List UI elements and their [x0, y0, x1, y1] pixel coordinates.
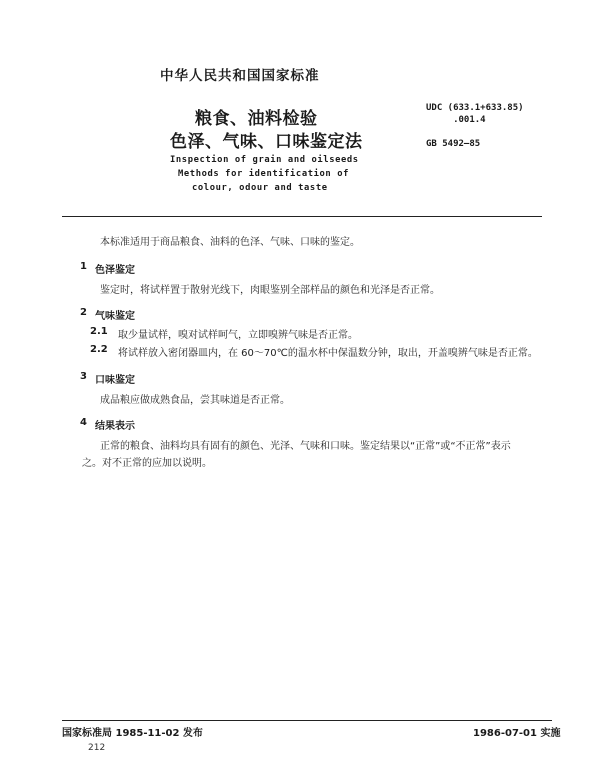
document-title-cn-line2: 色泽、气味、口味鉴定法	[170, 132, 363, 152]
document-title-en-line1: Inspection of grain and oilseeds	[170, 155, 359, 165]
gb-standard-number: GB 5492—85	[426, 139, 481, 149]
effective-date: 1986-07-01 实施	[473, 728, 561, 739]
section-4-paragraph-line1: 正常的粮食、油料均具有固有的颜色、光泽、气味和口味。鉴定结果以“正常”或“不正常”表示	[100, 441, 511, 452]
issue-date: 国家标准局 1985-11-02 发布	[62, 728, 203, 739]
section-2-2-paragraph: 将试样放入密闭器皿内，在 60～70℃的温水杯中保温数分钟，取出，开盖嗅辨气味是否正常。	[118, 348, 538, 359]
udc-classification: UDC (633.1+633.85) .001.4	[426, 103, 524, 125]
section-1-heading: 色泽鉴定	[95, 265, 135, 276]
section-3-paragraph: 成品粮应做成熟食品，尝其味道是否正常。	[100, 395, 290, 406]
section-2-number: 2	[80, 307, 87, 318]
section-2-2-number: 2.2	[90, 344, 108, 355]
scope-paragraph: 本标准适用于商品粮食、油料的色泽、气味、口味的鉴定。	[100, 237, 360, 248]
section-2-1-paragraph: 取少量试样，嗅对试样呵气，立即嗅辨气味是否正常。	[118, 330, 358, 341]
section-2-1-number: 2.1	[90, 326, 108, 337]
header-divider	[62, 216, 542, 217]
section-1-paragraph: 鉴定时，将试样置于散射光线下，肉眼鉴别全部样品的颜色和光泽是否正常。	[100, 285, 440, 296]
section-4-paragraph-line2: 之。对不正常的应加以说明。	[82, 458, 212, 469]
section-2-heading: 气味鉴定	[95, 311, 135, 322]
document-title-en-line2: Methods for identification of	[178, 169, 349, 179]
document-title-en-line3: colour, odour and taste	[192, 183, 328, 193]
page-number: 212	[88, 743, 106, 753]
section-3-number: 3	[80, 371, 87, 382]
section-4-number: 4	[80, 417, 87, 428]
footer-divider	[62, 720, 552, 721]
section-4-heading: 结果表示	[95, 421, 135, 432]
section-1-number: 1	[80, 261, 87, 272]
section-3-heading: 口味鉴定	[95, 375, 135, 386]
document-title-cn-line1: 粮食、油料检验	[195, 109, 318, 129]
standard-category-title: 中华人民共和国国家标准	[160, 68, 320, 84]
